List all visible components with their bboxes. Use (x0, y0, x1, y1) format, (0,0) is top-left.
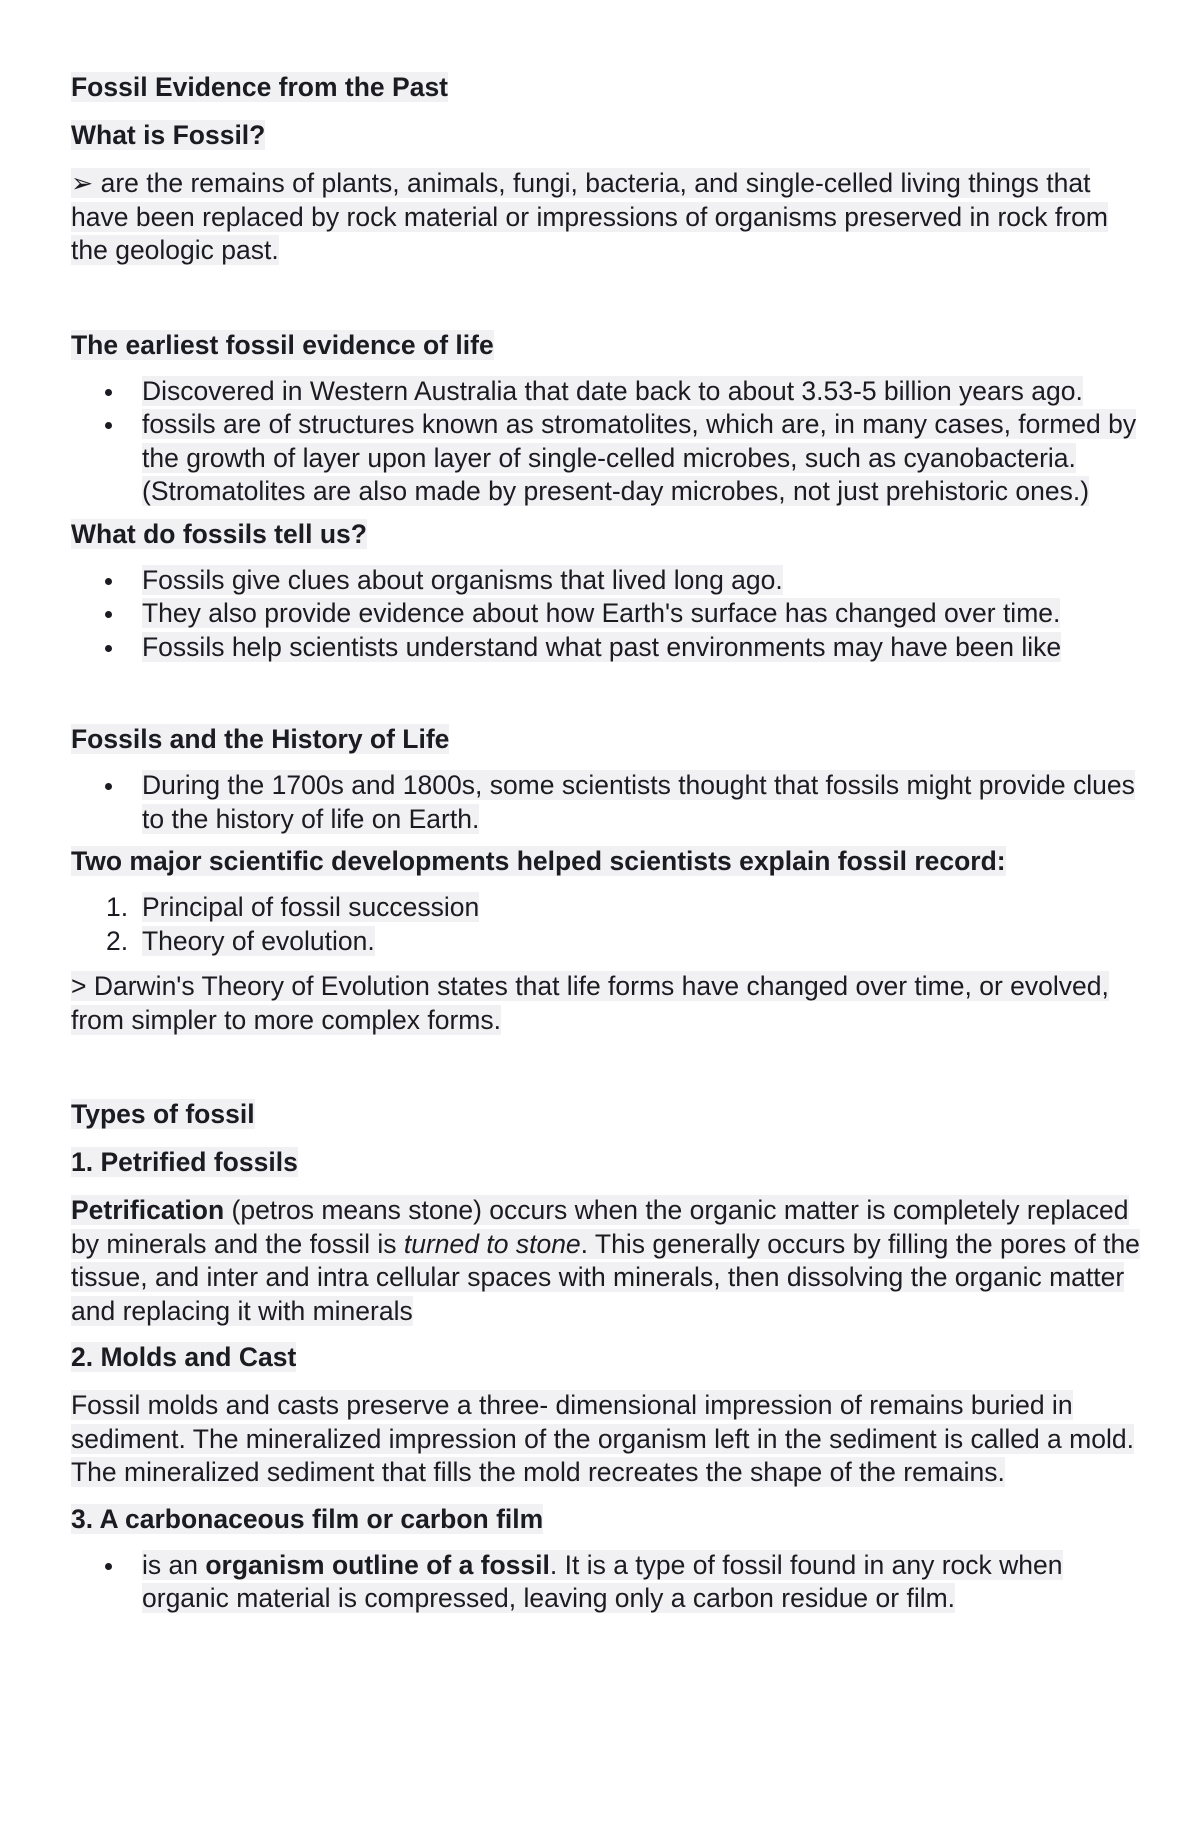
what-is-fossil-heading: What is Fossil? (71, 120, 266, 150)
list-item: fossils are of structures known as stromatolites, which are, in many cases, formed by the growth of layer upon layer of single-celled microbes, such as cyanobacteria. (Stromatolites are also made by present-day microbes, not just prehistoric ones.) (71, 408, 1151, 509)
earliest-list (71, 375, 1151, 509)
list-item: They also provide evidence about how Earth's surface has changed over time. (71, 597, 1151, 631)
list-item: Discovered in Western Australia that date back to about 3.53-5 billion years ago. (71, 375, 1151, 409)
earliest-heading: The earliest fossil evidence of life (71, 329, 494, 360)
list-item: During the 1700s and 1800s, some scientists thought that fossils might provide clues to the history of life on Earth. (71, 769, 1151, 836)
document-page (71, 66, 1151, 1616)
what-is-fossil-text: ➢ are the remains of plants, animals, fungi, bacteria, and single-celled living things that have been replaced by rock material or impressions of organisms preserved in rock from the geologic past. (71, 168, 1108, 265)
list-item: Fossils help scientists understand what past environments may have been like (71, 631, 1151, 665)
list-item: is an organism outline of a fossil. It is a type of fossil found in any rock when organic material is compressed, leaving only a carbon residue or film. (71, 1549, 1151, 1616)
list-item: Fossils give clues about organisms that lived long ago. (71, 564, 1151, 598)
molds-heading: 2. Molds and Cast (71, 1342, 297, 1372)
darwin-note: > Darwin's Theory of Evolution states that life forms have changed over time, or evolved, from simpler to more complex forms. (71, 971, 1109, 1035)
carbon-heading: 3. A carbonaceous film or carbon film (71, 1503, 544, 1534)
history-heading: Fossils and the History of Life (71, 724, 450, 754)
tell-us-list (71, 564, 1151, 665)
arrow-marker-icon: ➢ (71, 168, 94, 198)
carbon-list (71, 1549, 1151, 1616)
types-heading: Types of fossil (71, 1099, 255, 1129)
petrified-heading: 1. Petrified fossils (71, 1147, 298, 1177)
numbered-item: 2. Theory of evolution. (106, 925, 375, 956)
developments-heading: Two major scientific developments helped scientists explain fossil record: (71, 846, 1006, 876)
tell-us-heading: What do fossils tell us? (71, 518, 367, 549)
document-title: Fossil Evidence from the Past (71, 72, 449, 102)
history-list (71, 769, 1151, 836)
developments-list (71, 891, 1151, 958)
numbered-item: 1. Principal of fossil succession (106, 892, 480, 922)
molds-text: Fossil molds and casts preserve a three- dimensional impression of remains buried in sediment. The mineralized impression of the organism left in the sediment is called a mold. The mineralized sediment that fills the mold recreates the shape of the remains. (71, 1390, 1134, 1487)
petrified-text: Petrification (petros means stone) occurs when the organic matter is completely replaced by minerals and the fossil is turned to stone. This generally occurs by filling the pores of the tissue, and inter and intra cellular spaces with minerals, then dissolving the organic matter and replacing it with minerals (71, 1195, 1140, 1326)
